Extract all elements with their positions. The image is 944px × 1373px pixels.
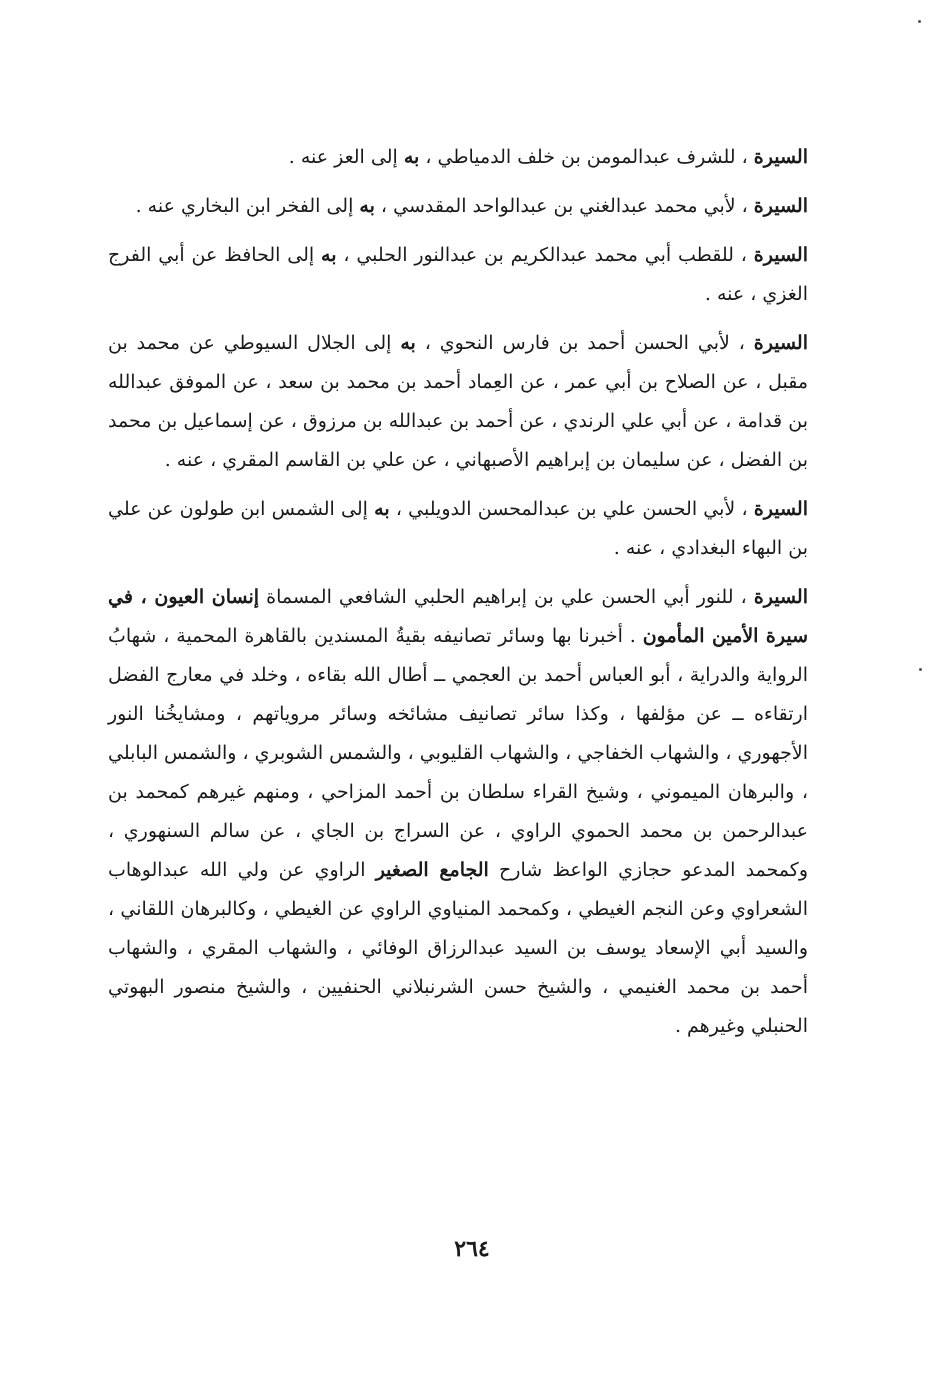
scan-speck: [919, 668, 922, 671]
entry-text: ، للنور أبي الحسن علي بن إبراهيم الحلبي الشافعي المسماة: [259, 586, 754, 608]
page-number: ٢٦٤: [454, 1236, 490, 1262]
entry-bihi: به: [403, 146, 420, 168]
entry-text: . أخبرنا بها وسائر تصانيفه بقيةُ المسندين بالقاهرة المحمية ، شهابُ الرواية والدراية ، أبو العباس أحمد بن العجمي ــ أطال الله بقاءه ، وخلد في معارج الفضل ارتقاءه ــ عن مؤلفها ، وكذا سائر تصانيف مشائخه وسائر مروياتهم ، ومشايخُنا النور الأجهوري ، والشهاب الخفاجي ، والشهاب القليوبي ، والشمس الشوبري ، والشمس البابلي ، والبرهان الميموني ، وشيخ القراء سلطان بن أحمد المزاحي ، ومنهم غيرهم كمحمد بن عبدالرحمن بن محمد الحموي الراوي ، عن السراج بن الجاي ، عن سالم السنهوري ، وكمحمد المدعو حجازي الواعظ شارح: [108, 625, 809, 881]
entry-tail: إلى الشمس ابن طولون عن علي بن البهاء البغدادي ، عنه .: [108, 498, 808, 559]
entry-keyword: السيرة: [753, 244, 808, 266]
entry-text: ، للشرف عبدالمومن بن خلف الدمياطي ،: [419, 146, 754, 168]
book-title: الجامع الصغير: [375, 859, 489, 881]
entry-2: [108, 187, 808, 226]
entry-1: [108, 138, 808, 177]
page-body: [108, 138, 808, 1056]
entry-text: ، للقطب أبي محمد عبدالكريم بن عبدالنور الحلبي ،: [336, 244, 754, 266]
entry-text: ، لأبي الحسن أحمد بن فارس النحوي ،: [415, 332, 754, 354]
entry-bihi: به: [400, 332, 416, 354]
entry-bihi: به: [321, 244, 337, 266]
entry-keyword: السيرة: [753, 332, 808, 354]
entry-5: [108, 490, 808, 568]
entry-tail: إلى الفخر ابن البخاري عنه .: [135, 195, 360, 217]
entry-keyword: السيرة: [753, 195, 808, 217]
entry-keyword: السيرة: [753, 586, 809, 608]
entry-bihi: به: [374, 498, 390, 520]
entry-4: [108, 324, 808, 480]
entry-bihi: به: [359, 195, 375, 217]
scan-speck: [918, 20, 921, 23]
entry-6: [108, 578, 808, 1046]
entry-text: ، لأبي محمد عبدالغني بن عبدالواحد المقدسي ،: [374, 195, 754, 217]
entry-keyword: السيرة: [753, 146, 808, 168]
book-title: إنسان العيون ، في سيرة الأمين المأمون: [108, 586, 808, 647]
entry-tail: إلى الحافظ عن أبي الفرج الغزي ، عنه .: [108, 244, 808, 305]
entry-tail: إلى العز عنه .: [288, 146, 404, 168]
entry-text: ، لأبي الحسن علي بن عبدالمحسن الدويلبي ،: [389, 498, 754, 520]
entry-text: الراوي عن ولي الله عبدالوهاب الشعراوي وعن النجم الغيطي ، وكمحمد المنياوي الراوي عن الغيطي ، وكالبرهان اللقاني ، والسيد أبي الإسعاد يوسف بن السيد عبدالرزاق الوفائي ، والشهاب المقري ، والشهاب أحمد بن محمد الغنيمي ، والشيخ حسن الشرنبلاني الحنفيين ، والشيخ منصور البهوتي الحنبلي وغيرهم .: [108, 859, 808, 1037]
entry-tail: إلى الجلال السيوطي عن محمد بن مقبل ، عن الصلاح بن أبي عمر ، عن العِماد أحمد بن محمد بن سعد ، عن الموفق عبدالله بن قدامة ، عن أبي علي الرندي ، عن أحمد بن عبدالله بن مرزوق ، عن إسماعيل بن محمد بن الفضل ، عن سليمان بن إبراهيم الأصبهاني ، عن علي بن القاسم المقري ، عنه .: [108, 332, 808, 471]
entry-3: [108, 236, 808, 314]
entry-keyword: السيرة: [753, 498, 809, 520]
